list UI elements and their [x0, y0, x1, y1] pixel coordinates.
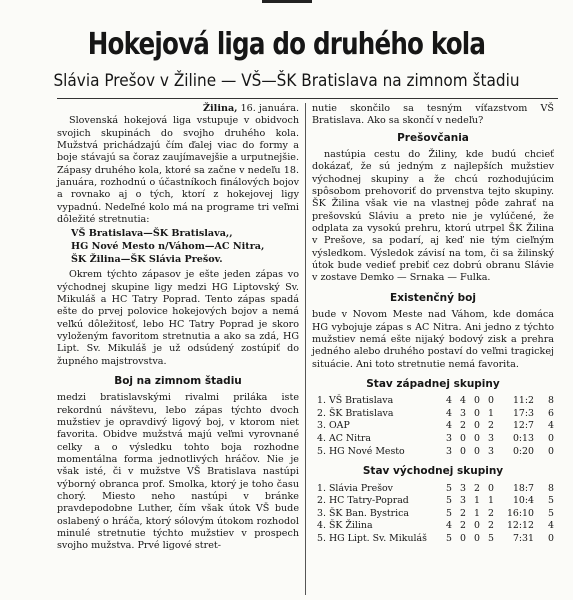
- drawn-cell: 0: [474, 407, 480, 419]
- lost-cell: 3: [488, 433, 494, 444]
- rank-cell: 2.: [317, 495, 326, 507]
- score-cell: 11:2: [512, 395, 534, 407]
- lost-cell: 5: [488, 532, 494, 544]
- drawn-cell: 0: [474, 433, 480, 444]
- won-cell: 2: [460, 420, 466, 432]
- played-cell: 3: [446, 433, 452, 444]
- points-cell: 8: [548, 395, 554, 407]
- score-cell: 12:7: [512, 420, 534, 432]
- played-cell: 5: [446, 495, 452, 507]
- paragraph-continued: nutie skončilo sa tesným víťazstvom VŠ Bratislava. Ako sa skončí v nedeľu?: [312, 103, 554, 127]
- table-row: [312, 433, 554, 446]
- dateline: [57, 103, 299, 115]
- lost-cell: 3: [488, 445, 494, 457]
- table-row: [312, 395, 554, 408]
- played-cell: 4: [446, 420, 452, 432]
- points-cell: 5: [548, 507, 554, 519]
- team-cell: ŠK Bratislava: [329, 407, 394, 419]
- standings-west-table: [312, 395, 554, 458]
- fixture-item: ŠK Žilina—ŠK Slávia Prešov.: [71, 253, 223, 265]
- lost-cell: 2: [488, 520, 494, 532]
- drawn-cell: 0: [474, 420, 480, 432]
- right-column: [312, 103, 554, 546]
- score-cell: 0:20: [512, 445, 534, 457]
- section-heading: Boj na zimnom štadiu: [114, 374, 242, 387]
- table-row: [312, 408, 554, 421]
- fixture-item: VŠ Bratislava—ŠK Bratislava,,: [71, 228, 233, 240]
- lost-cell: 0: [488, 395, 494, 407]
- points-cell: 0: [548, 445, 554, 457]
- lost-cell: 1: [488, 495, 494, 507]
- played-cell: 5: [446, 507, 452, 519]
- score-cell: 0:13: [512, 433, 534, 444]
- top-rule-tick: [262, 0, 312, 3]
- won-cell: 3: [460, 495, 466, 507]
- drawn-cell: 2: [474, 482, 480, 494]
- headline: Hokejová liga do druhého kola: [87, 27, 486, 62]
- played-cell: 5: [446, 532, 452, 544]
- score-cell: 18:7: [512, 482, 534, 494]
- lost-cell: 2: [488, 507, 494, 519]
- team-cell: HG Lipt. Sv. Mikuláš: [329, 532, 427, 544]
- fixture-list: [71, 228, 299, 266]
- paragraph-presov: nastúpia cestu do Žiliny, kde budú chcieť dokázať, že sú jedným z najlepších mužstiev východnej skupiny a že chcú rozhodujúcim spôsobom prehovoriť do prvenstva tejto skupiny. ŠK Žilina však vie na vlastnej pôde zahrať na prešovskú Sláviu a preto nie je vylúčené, že odplata za vysokú prehru, ktorú utrpel ŠK Žilina v Prešove, sa podarí, aj keď nie tým cieľným výsledkom. Výsledok závisí na tom, či sa žilinský útok bude vedieť prebiť cez dobrú obranu Slávie v zostave Demko — Srnaka — Fulka.: [312, 149, 554, 284]
- table-row: [312, 420, 554, 433]
- team-cell: Slávia Prešov: [329, 482, 393, 494]
- rank-cell: 4.: [317, 520, 326, 532]
- table-row: [312, 483, 554, 496]
- won-cell: 3: [460, 482, 466, 494]
- rank-cell: 1.: [317, 395, 326, 407]
- won-cell: 0: [460, 445, 466, 457]
- dateline-date: 16. januára.: [240, 103, 299, 114]
- paragraph-existential: bude v Novom Meste nad Váhom, kde domáca HG vybojuje zápas s AC Nitra. Ani jedno z týchto mužstiev nemá ešte nijaký bodový zisk a prehra jedného alebo druhého postaví do veľmi tragickej situácie. Ani toto stretnutie nemá favorita.: [312, 309, 554, 370]
- fixture-item: HG Nové Mesto n/Váhom—AC Nitra,: [71, 241, 265, 253]
- team-cell: ŠK Ban. Bystrica: [329, 507, 409, 519]
- table-row: [312, 508, 554, 521]
- score-cell: 10:4: [512, 495, 534, 507]
- rank-cell: 4.: [317, 433, 326, 444]
- standings-east-title: Stav východnej skupiny: [362, 465, 504, 478]
- standings-east-table: [312, 483, 554, 546]
- team-cell: HC Tatry-Poprad: [329, 495, 409, 507]
- drawn-cell: 0: [474, 520, 480, 532]
- points-cell: 0: [548, 532, 554, 544]
- header-rule: [57, 98, 558, 99]
- won-cell: 4: [460, 395, 466, 407]
- paragraph-intro: Slovenská hokejová liga vstupuje v obidvoch svojich skupinách do svojho druhého kola. Mužstvá prichádzajú čím ďalej viac do formy a boje stávajú sa čoraz zaujímavejšie a urputnejšie. Zápasy druhého kola, ktoré sa začne v nedeľu 18. januára, rozhodnú o účastníkoch finálových bojov a rovnako aj o tých, ktorí z hokejovej ligy vypadnú. Nedeľné kolo má na programe tri veľmi dôležité stretnutia:: [57, 115, 299, 226]
- table-row: [312, 446, 554, 459]
- section-heading: Prešovčania: [397, 131, 469, 144]
- played-cell: 3: [446, 445, 452, 457]
- played-cell: 4: [446, 395, 452, 407]
- standings-west-title: Stav západnej skupiny: [366, 377, 500, 390]
- rank-cell: 2.: [317, 407, 326, 419]
- left-column: [57, 103, 299, 553]
- drawn-cell: 0: [474, 445, 480, 457]
- subheadline: Slávia Prešov v Žiline — VŠ—ŠK Bratislava na zimnom štadiu: [53, 71, 520, 91]
- score-cell: 12:12: [506, 520, 534, 532]
- points-cell: 4: [548, 520, 554, 532]
- drawn-cell: 1: [474, 495, 480, 507]
- table-row: [312, 520, 554, 533]
- team-cell: OAP: [329, 420, 350, 432]
- paragraph-east-match: Okrem týchto zápasov je ešte jeden zápas vo východnej skupine ligy medzi HG Liptovský Sv. Mikuláš a HC Tatry Poprad. Tento zápas spadá ešte do prvej polovice hokejových bojov a nemá veľkú dôležitosť, lebo HC Tatry Poprad je skoro vyloženým favoritom stretnutia a ako sa zdá, HG Lipt. Sv. Mikuláš je už odsúdený zostúpiť do župného majstrovstva.: [57, 269, 299, 367]
- rank-cell: 3.: [317, 420, 326, 432]
- score-cell: 17:3: [512, 407, 534, 419]
- won-cell: 3: [460, 407, 466, 419]
- lost-cell: 0: [488, 482, 494, 494]
- rank-cell: 1.: [317, 482, 326, 494]
- won-cell: 0: [460, 433, 466, 444]
- played-cell: 5: [446, 482, 452, 494]
- lost-cell: 1: [488, 407, 494, 419]
- score-cell: 7:31: [512, 532, 534, 544]
- team-cell: ŠK Žilina: [329, 520, 373, 532]
- dateline-place: Žilina,: [203, 103, 238, 114]
- team-cell: VŠ Bratislava: [329, 395, 394, 407]
- score-cell: 16:10: [506, 507, 534, 519]
- lost-cell: 2: [488, 420, 494, 432]
- drawn-cell: 0: [474, 532, 480, 544]
- points-cell: 8: [548, 482, 554, 494]
- points-cell: 0: [548, 433, 554, 444]
- won-cell: 2: [460, 507, 466, 519]
- rank-cell: 5.: [317, 532, 326, 544]
- won-cell: 0: [460, 532, 466, 544]
- points-cell: 6: [548, 407, 554, 419]
- points-cell: 5: [548, 495, 554, 507]
- top-rule: [0, 0, 573, 6]
- played-cell: 4: [446, 520, 452, 532]
- drawn-cell: 1: [474, 507, 480, 519]
- team-cell: HG Nové Mesto: [329, 445, 405, 457]
- paragraph-derby: medzi bratislavskými rivalmi priláka iste rekordnú návštevu, lebo zápas týchto dvoch mužstiev je opravdivý ligový boj, v ktorom niet favorita. Obidve mužstvá majú veľmi vyrovnané celky a o výsledku tohto boja rozhodne momentálna forma jednotlivých hráčov. Nie je však isté, či v mužstve VŠ Bratislava nastúpi výborný obranca prof. Smolka, ktorý je toho času chorý. Miesto neho nastúpi v bránke pravdepodobne Luther, čím však útok VŠ bude oslabený o hráča, ktorý sólovým útokom rozhodol minulé stretnutie týchto mužstiev v prospech svojho mužstva. Prvé ligové stret-: [57, 392, 299, 552]
- played-cell: 4: [446, 407, 452, 419]
- rank-cell: 3.: [317, 507, 326, 519]
- section-heading: Existenčný boj: [390, 291, 476, 304]
- table-row: [312, 533, 554, 546]
- won-cell: 2: [460, 520, 466, 532]
- rank-cell: 5.: [317, 445, 326, 457]
- drawn-cell: 0: [474, 395, 480, 407]
- points-cell: 4: [548, 420, 554, 432]
- column-divider: [305, 103, 306, 595]
- table-row: [312, 495, 554, 508]
- team-cell: AC Nitra: [329, 433, 371, 444]
